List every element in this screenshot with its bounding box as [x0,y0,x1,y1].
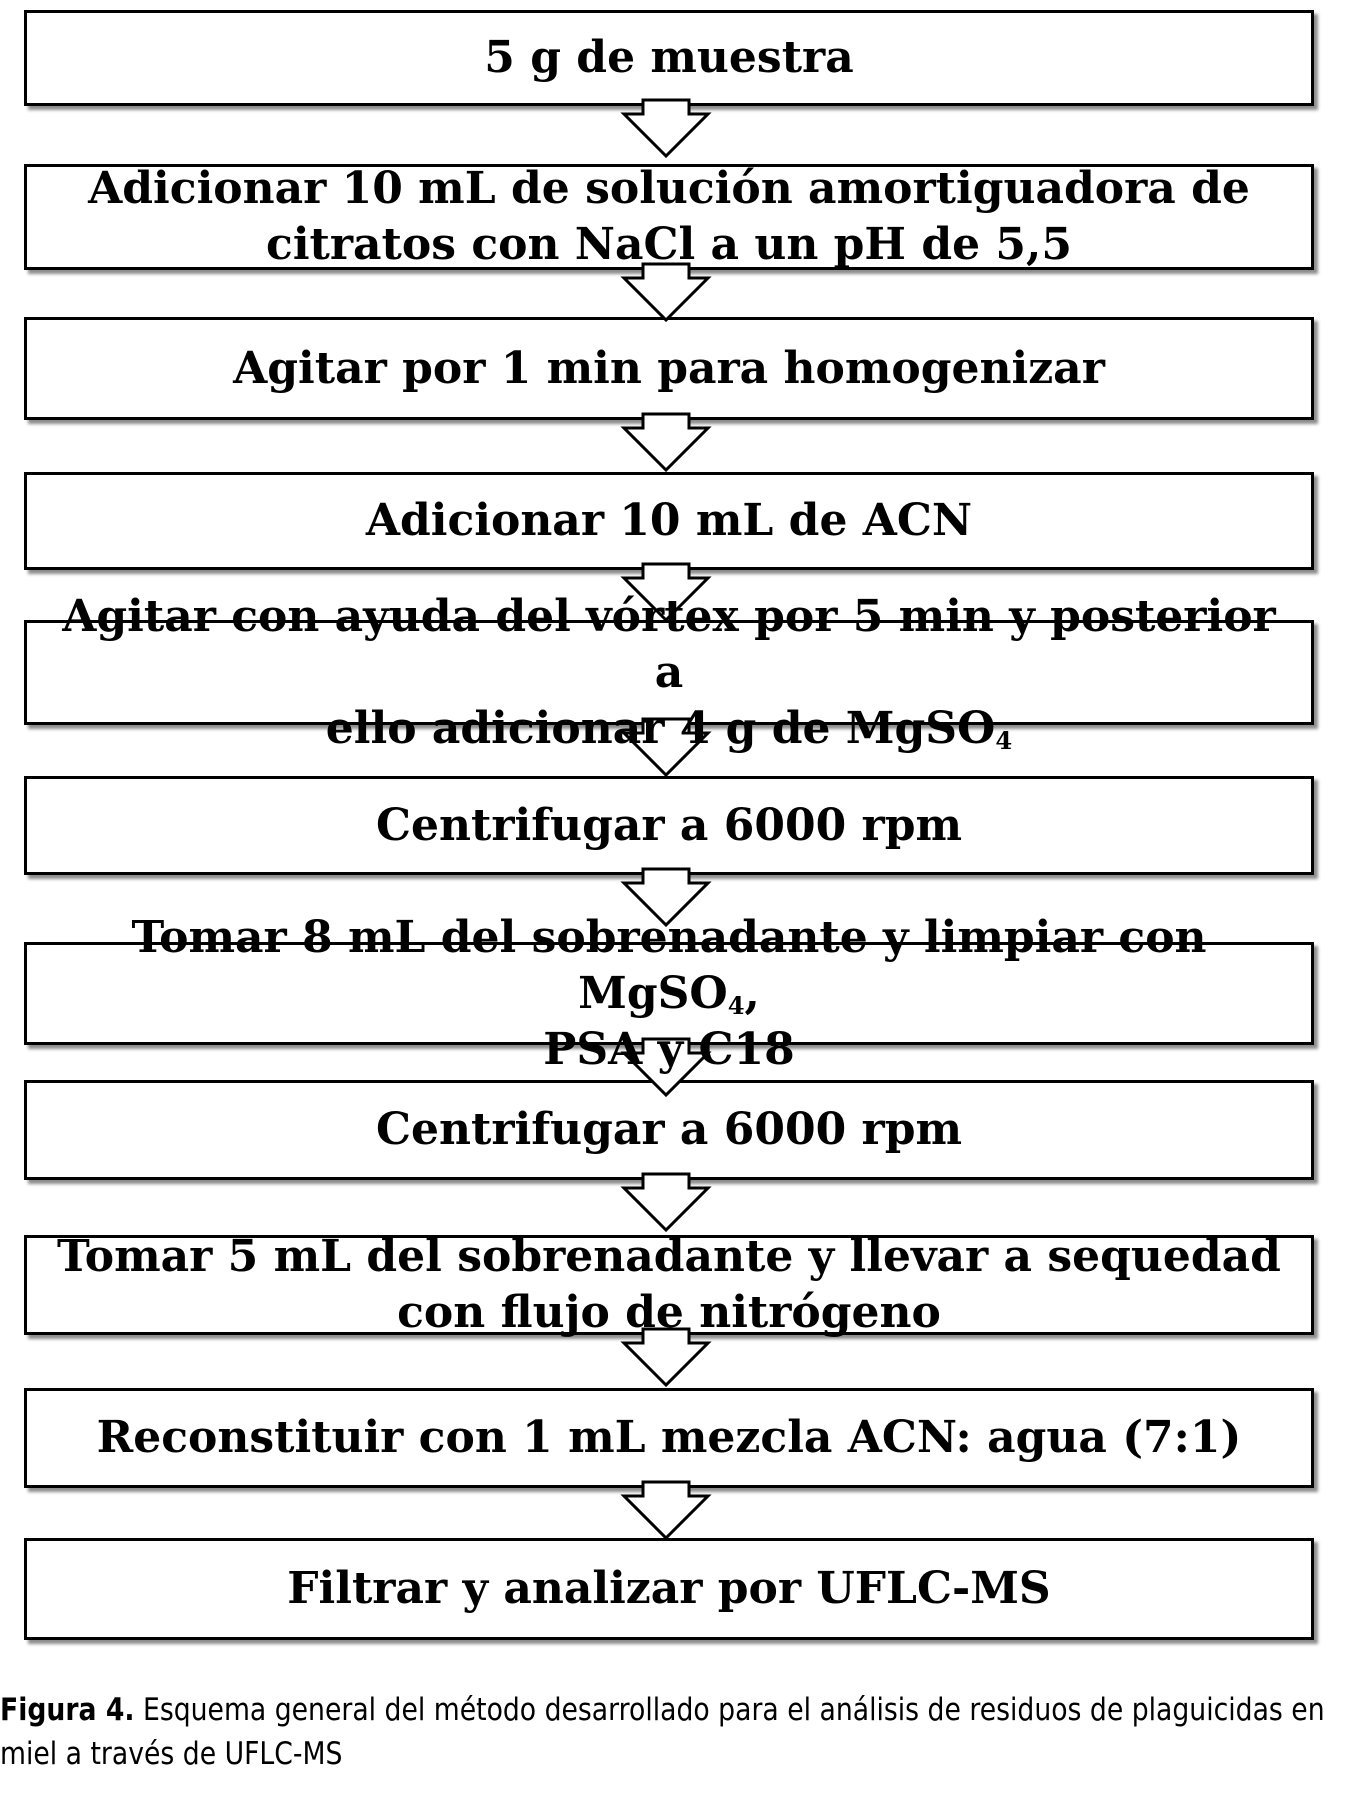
step-line-text: Agitar con ayuda del vórtex por 5 min y posterior a [62,590,1276,698]
down-arrow-icon [620,98,712,160]
step-line-text: ello adicionar 4 g de MgSO [325,702,996,754]
step-box [24,10,1314,106]
step-box [24,164,1314,270]
step-line [44,701,1294,757]
step-line-text: 5 g de muestra [484,32,854,83]
subscript: 4 [727,990,745,1020]
arrow-shape [624,100,708,156]
step-line [44,589,1294,701]
step-line-text: Agitar por 1 min para homogenizar [233,342,1105,394]
step-line-text: Centrifugar a 6000 rpm [375,1104,963,1155]
step-text [44,1102,1294,1158]
step-line [44,217,1294,273]
step-box [24,1538,1314,1640]
step-line [44,1022,1294,1078]
step-text [44,798,1294,854]
step-line-text: con flujo de nitrógeno [397,1287,941,1338]
step-line [44,30,1294,86]
step-line-text: PSA y C18 [543,1023,795,1075]
step-text [44,1229,1294,1341]
step-line-text: Centrifugar a 6000 rpm [375,799,963,851]
down-arrow-icon [620,412,712,474]
arrow-shape [624,1174,708,1230]
step-text [44,1410,1294,1466]
step-text [44,910,1294,1078]
step-text [44,341,1294,397]
subscript-suffix: , [744,967,760,1019]
step-line-text: Adicionar 10 mL de solución amortiguadora de [88,163,1250,214]
step-box [24,911,1314,1075]
caption-text: Esquema general del método desarrollado para el análisis de residuos de plaguicidas en miel a través de UFLC-MS [0,1692,1325,1772]
step-box [24,317,1314,420]
arrow-shape [624,1482,708,1538]
step-line-text: Tomar 5 mL del sobrenadante y llevar a sequedad [57,1231,1281,1282]
step-line-text: Filtrar y analizar por UFLC-MS [287,1563,1051,1614]
step-line [44,910,1294,1022]
step-box [24,1231,1314,1338]
step-box [24,776,1314,875]
step-box [24,472,1314,570]
arrow-shape [624,414,708,470]
caption-label: Figura 4. [0,1692,135,1728]
step-line [44,1561,1294,1617]
figure-caption [0,1688,1342,1776]
step-text [44,589,1294,757]
step-line-text: Reconstituir con 1 mL mezcla ACN: agua (7:1) [96,1412,1242,1463]
step-text [44,161,1294,273]
step-box [24,590,1314,755]
down-arrow-icon [620,1172,712,1234]
step-line [44,1285,1294,1341]
step-line [44,493,1294,549]
down-arrow-icon [620,1480,712,1542]
step-line [44,341,1294,397]
step-text [44,1561,1294,1617]
step-line-text: citratos con NaCl a un pH de 5,5 [266,219,1072,270]
step-line [44,1410,1294,1466]
step-line-text: Adicionar 10 mL de ACN [365,495,973,546]
step-box [24,1388,1314,1488]
step-text [44,30,1294,86]
step-line [44,1229,1294,1285]
step-line [44,161,1294,217]
step-line [44,798,1294,854]
subscript: 4 [995,725,1013,755]
step-line [44,1102,1294,1158]
step-text [44,493,1294,549]
step-line-text: Tomar 8 mL del sobrenadante y limpiar con MgSO [131,911,1207,1019]
